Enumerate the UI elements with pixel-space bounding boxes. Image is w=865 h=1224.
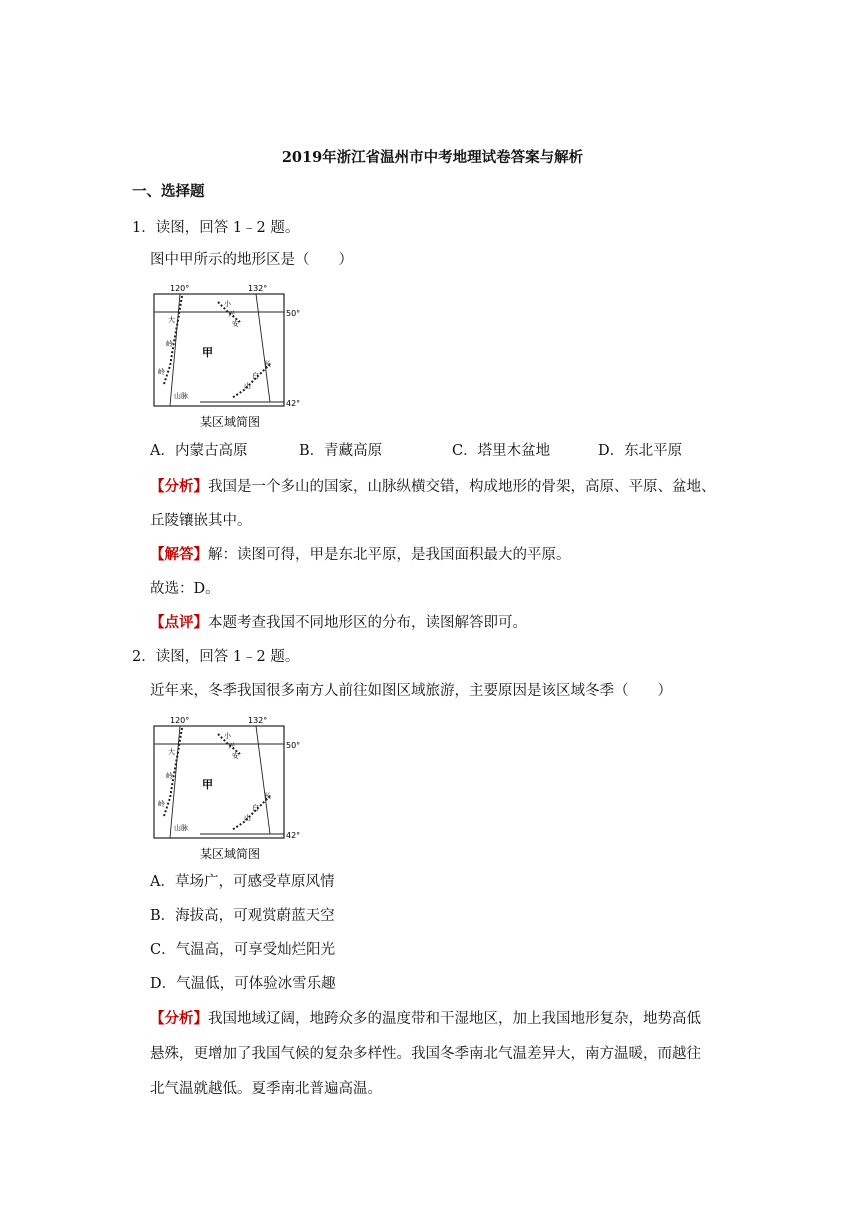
answer-text: 解：读图可得，甲是东北平原，是我国面积最大的平原。 <box>208 547 571 563</box>
label-chang: 长 <box>264 360 271 368</box>
lon-right-label: 132° <box>248 716 268 725</box>
lon-left-label: 120° <box>170 716 190 725</box>
label-ling-2: 岭 <box>158 368 165 376</box>
q2-stem: 2．读图，回答 1﹣2 题。 <box>132 649 300 665</box>
q2-option-a: A．草场广，可感受草原风情 <box>150 874 335 890</box>
analysis-text: 我国是一个多山的国家，山脉纵横交错，构成地形的骨架，高原、平原、盆地、 <box>208 479 716 495</box>
answer-tag: 【解答】 <box>150 546 208 563</box>
map-caption: 某区域简图 <box>200 415 261 429</box>
q1-answer <box>150 545 571 565</box>
q1-analysis-cont: 丘陵镶嵌其中。 <box>150 513 252 529</box>
q1-option-a: A．内蒙古高原 <box>150 443 248 459</box>
label-chang: 长 <box>264 792 271 800</box>
label-xing: 兴 <box>228 742 235 750</box>
q1-choice: 故选：D。 <box>150 581 220 597</box>
label-bai: 白 <box>252 804 259 812</box>
q2-region-map <box>148 712 301 862</box>
q1-analysis <box>150 477 716 497</box>
label-xiao: 小 <box>224 732 231 740</box>
label-an: 安 <box>232 752 239 760</box>
label-jia: 甲 <box>202 778 213 791</box>
q2-option-c: C．气温高，可享受灿烂阳光 <box>150 942 336 958</box>
analysis-tag: 【分析】 <box>150 1010 208 1027</box>
lat-bottom-label: 42° <box>286 831 301 840</box>
lat-top-label: 50° <box>286 309 301 318</box>
lat-top-label: 50° <box>286 741 301 750</box>
comment-text: 本题考查我国不同地形区的分布，读图解答即可。 <box>208 615 527 631</box>
label-jia: 甲 <box>202 346 213 359</box>
q2-analysis-cont-1: 悬殊，更增加了我国气候的复杂多样性。我国冬季南北气温差异大，南方温暖，而越往 <box>150 1046 701 1062</box>
q2-analysis-cont-2: 北气温就越低。夏季南北普遍高温。 <box>150 1081 382 1097</box>
q2-question: 近年来，冬季我国很多南方人前往如图区域旅游，主要原因是该区域冬季（ ） <box>150 683 672 699</box>
lon-left-label: 120° <box>170 284 190 293</box>
analysis-text: 我国地域辽阔，地跨众多的温度带和干湿地区，加上我国地形复杂，地势高低 <box>208 1011 701 1027</box>
q2-option-d: D．气温低，可体验冰雪乐趣 <box>150 976 336 992</box>
q2-option-b: B．海拔高，可观赏蔚蓝天空 <box>150 908 335 924</box>
label-shanmai: 山脉 <box>174 392 188 400</box>
q1-question: 图中甲所示的地形区是（ ） <box>150 252 353 268</box>
q2-analysis <box>150 1009 701 1029</box>
lat-bottom-label: 42° <box>286 399 301 408</box>
label-shan: 山 <box>244 814 251 822</box>
label-bai: 白 <box>252 372 259 380</box>
document-title: 2019年浙江省温州市中考地理试卷答案与解析 <box>281 149 584 166</box>
map-caption: 某区域简图 <box>200 847 261 861</box>
label-xing: 兴 <box>228 310 235 318</box>
section-heading: 一、选择题 <box>132 183 205 200</box>
analysis-tag: 【分析】 <box>150 478 208 495</box>
q1-stem: 1．读图，回答 1﹣2 题。 <box>132 220 300 236</box>
comment-tag: 【点评】 <box>150 614 208 631</box>
lon-right-label: 132° <box>248 284 268 293</box>
q1-region-map <box>148 280 301 430</box>
label-shanmai: 山脉 <box>174 824 188 832</box>
label-ling: 岭 <box>166 340 173 348</box>
label-an: 安 <box>232 320 239 328</box>
q1-comment <box>150 613 527 633</box>
q1-option-b: B．青藏高原 <box>299 443 383 459</box>
label-shan: 山 <box>244 382 251 390</box>
label-da: 大 <box>168 748 175 756</box>
q1-option-c: C．塔里木盆地 <box>452 443 551 459</box>
q1-option-d: D．东北平原 <box>598 443 683 459</box>
label-ling-2: 岭 <box>158 800 165 808</box>
label-da: 大 <box>168 316 175 324</box>
label-ling: 岭 <box>166 772 173 780</box>
label-xiao: 小 <box>224 300 231 308</box>
